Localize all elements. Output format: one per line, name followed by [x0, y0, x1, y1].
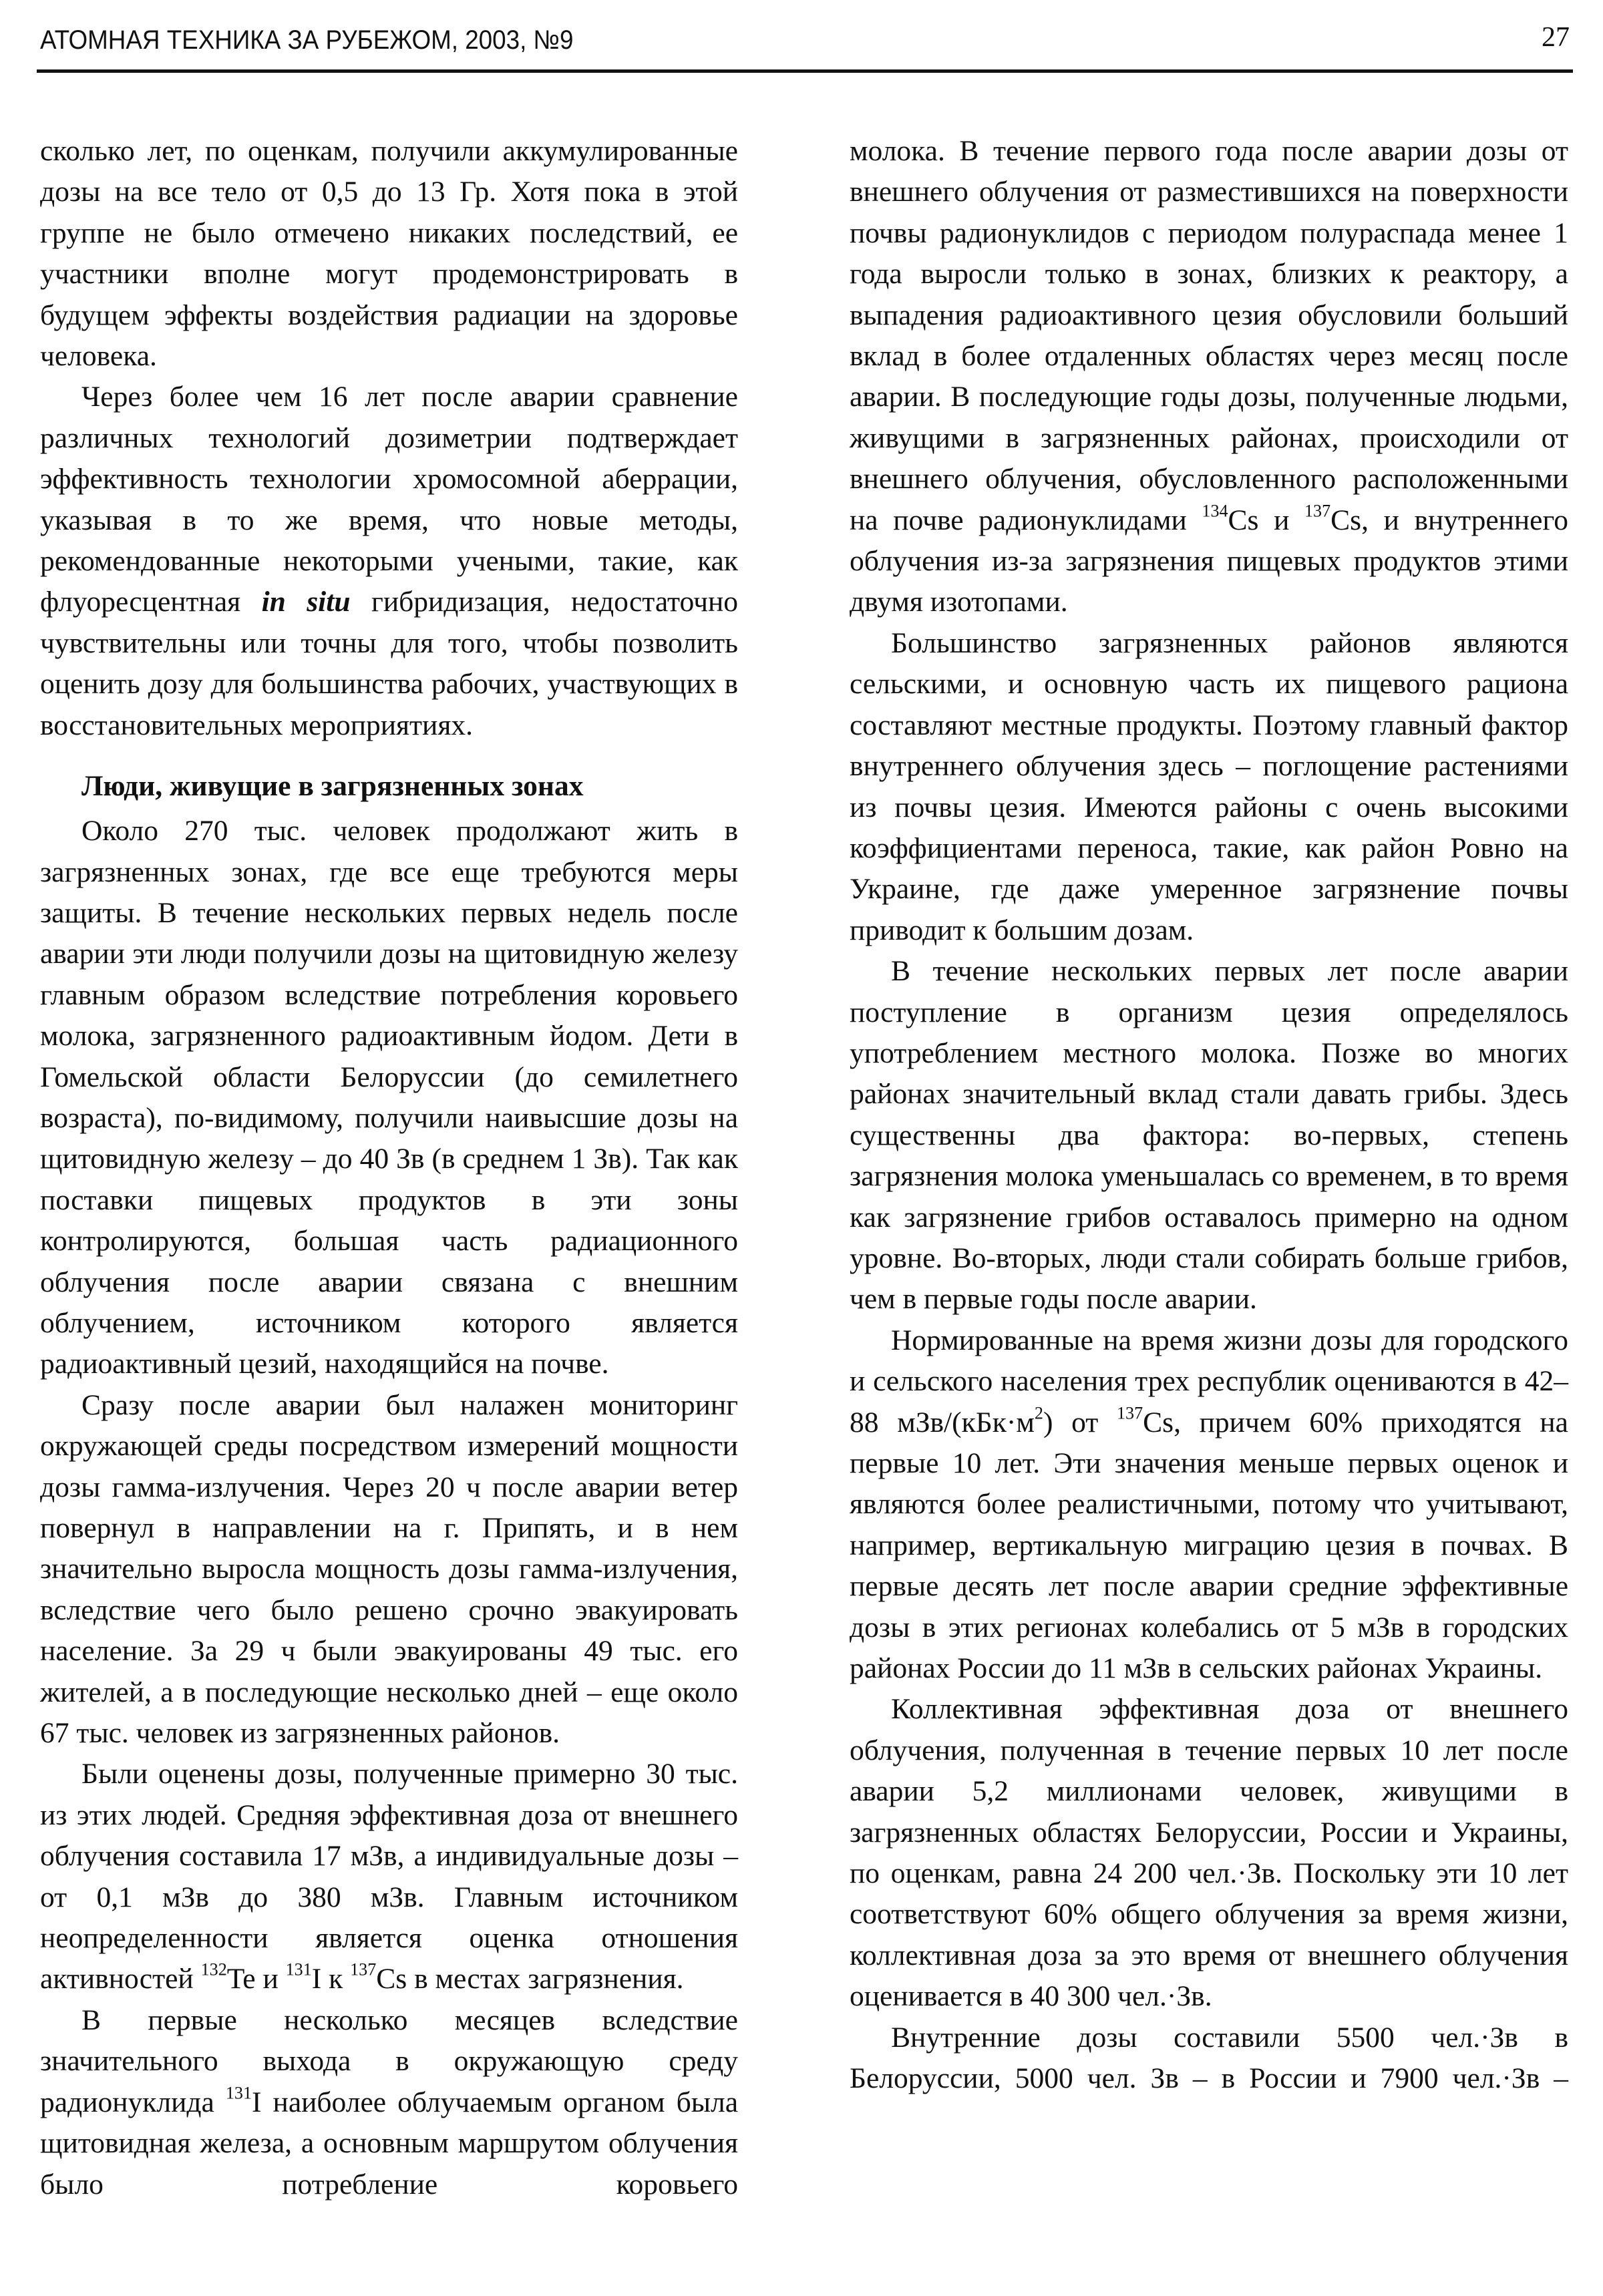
isotope-mass-number: 132	[200, 1959, 227, 1979]
italic-term: in situ	[261, 586, 351, 618]
text-run: Через более чем 16 лет после аварии сравнение различных технологий дозиметрии подтверждает эффективность технологии хромосомной аберрации, указывая в то же время, что новые методы, рекомендованные некоторыми учеными, такие, как флуоресцентная	[40, 381, 738, 618]
text-run: Cs в местах загрязнения.	[376, 1963, 684, 1995]
paragraph	[850, 951, 1568, 1320]
paragraph	[850, 623, 1568, 951]
isotope-mass-number: 131	[225, 2083, 252, 2103]
text-run: I наиболее облучаемым органом была щитовидная железа, а основным маршрутом облучения было потребление коровьего	[40, 2086, 739, 2201]
right-column	[850, 131, 1568, 2100]
paragraph	[40, 2000, 738, 2205]
paragraph	[850, 1320, 1568, 1690]
text-run: гибридизация, недостаточно чувствительны или точны для того, чтобы позволить оценить дозу для большинства рабочих, участвующих в восстановительных мероприятиях.	[40, 586, 738, 741]
isotope-mass-number: 131	[285, 1959, 312, 1979]
text-run: Коллективная эффективная доза от внешнего облучения, полученная в течение первых 10 лет после аварии 5,2 миллионами человек, живущими в загрязненных областях Белоруссии, России и Украины, по оценкам, равна 24 200 чел.·Зв. Поскольку эти 10 лет соответствуют 60% общего облучения за время жизни, коллективная доза за это время от внешнего облучения оценивается в 40 300 чел.·Зв.	[850, 1693, 1568, 2013]
text-run: Сразу после аварии был налажен мониторинг окружающей среды посредством измерений мощности дозы гамма-излучения. Через 20 ч после аварии ветер повернул в направлении на г. Припять, и в нем значительно выросла мощность дозы гамма-излучения, вследствие чего было решено срочно эвакуировать население. За 29 ч были эвакуированы 49 тыс. его жителей, а в последующие несколько дней – еще около 67 тыс. человек из загрязненных районов.	[40, 1388, 738, 1750]
isotope-mass-number: 134	[1202, 501, 1228, 521]
left-paragraphs-after	[40, 811, 738, 2205]
isotope-mass-number: 137	[350, 1959, 377, 1979]
text-run: Нормированные на время жизни дозы для городского и сельского населения трех республик оцениваются в 42–88 мЗв/(кБк·м	[850, 1324, 1568, 1439]
right-paragraphs	[850, 131, 1568, 2100]
paragraph	[40, 1385, 738, 1754]
running-header	[40, 20, 1570, 73]
text-run: сколько лет, по оценкам, получили аккумулированные дозы на все тело от 0,5 до 13 Гр. Хотя пока в этой группе не было отмечено никаких последствий, ее участники вполне могут продемонстрировать в будущем эффекты воздействия радиации на здоровье человека.	[40, 135, 738, 373]
isotope-mass-number: 2	[1034, 1403, 1043, 1423]
left-column	[40, 131, 738, 2205]
text-run: I к	[311, 1963, 351, 1995]
paragraph	[850, 2018, 1568, 2100]
text-run: молока. В течение первого года после аварии дозы от внешнего облучения от разместившихся на поверхности почвы радионуклидов с периодом полураспада менее 1 года выросли только в зонах, близких к реактору, а выпадения радиоактивного цезия обусловили больший вклад в более отдаленных областях через месяц после аварии. В последующие годы дозы, полученные людьми, живущими в загрязненных районах, происходили от внешнего облучения, обусловленного расположенными на почве радионуклидами	[850, 135, 1568, 536]
text-run: Были оценены дозы, полученные примерно 30 тыс. из этих людей. Средняя эффективная доза от внешнего облучения составила 17 мЗв, а индивидуальные дозы – от 0,1 мЗв до 380 мЗв. Главным источником неопределенности является оценка отношения активностей	[40, 1758, 738, 1995]
journal-title: АТОМНАЯ ТЕХНИКА ЗА РУБЕЖОМ, 2003, №9	[40, 25, 574, 55]
text-run: Cs, причем 60% приходятся на первые 10 лет. Эти значения меньше первых оценок и являются более реалистичными, потому что учитывают, например, вертикальную миграцию цезия в почвах. В первые десять лет после аварии средние эффективные дозы в этих регионах колебались от 5 мЗв в городских районах России до 11 мЗв в сельских районах Украины.	[850, 1406, 1568, 1685]
text-run: Cs и	[1228, 504, 1304, 536]
text-run: В течение нескольких первых лет после аварии поступление в организм цезия определялось употреблением местного молока. Позже во многих районах значительный вклад стали давать грибы. Здесь существенны два фактора: во-первых, степень загрязнения молока уменьшалась со временем, в то время как загрязнение грибов оставалось примерно на одном уровне. Во-вторых, люди стали собирать больше грибов, чем в первые годы после аварии.	[850, 955, 1568, 1316]
page-number: 27	[1542, 22, 1570, 53]
isotope-mass-number: 137	[1117, 1403, 1143, 1423]
text-run: ) от	[1043, 1406, 1117, 1439]
section-heading: Люди, живущие в загрязненных зонах	[81, 770, 584, 803]
paragraph	[40, 131, 738, 377]
text-run: В первые несколько месяцев вследствие значительного выхода в окружающую среду радионуклида	[40, 2003, 738, 2118]
text-run: Te и	[226, 1963, 286, 1995]
text-run: Внутренние дозы составили 5500 чел.·Зв в Белоруссии, 5000 чел. Зв – в России и 7900 чел.·Зв –	[850, 2021, 1568, 2095]
header-rule	[37, 69, 1573, 73]
text-run: Около 270 тыс. человек продолжают жить в загрязненных зонах, где все еще требуются меры защиты. В течение нескольких первых недель после аварии эти люди получили дозы на щитовидную железу главным образом вследствие потребления коровьего молока, загрязненного радиоактивным йодом. Дети в Гомельской области Белоруссии (до семилетнего возраста), по-видимому, получили наивысшие дозы на щитовидную железу – до 40 Зв (в среднем 1 Зв). Так как поставки пищевых продуктов в эти зоны контролируются, большая часть радиационного облучения после аварии связана с внешним облучением, источником которого является радиоактивный цезий, находящийся на почве.	[40, 815, 738, 1380]
paragraph	[40, 377, 738, 746]
paragraph	[850, 1689, 1568, 2017]
isotope-mass-number: 137	[1304, 501, 1331, 521]
paragraph	[40, 811, 738, 1385]
paragraph	[850, 131, 1568, 623]
left-paragraphs-before	[40, 131, 738, 746]
text-run: Cs, и внутреннего облучения из-за загрязнения пищевых продуктов этими двумя изотопами.	[850, 504, 1568, 618]
paragraph	[40, 1754, 738, 1999]
text-run: Большинство загрязненных районов являются сельскими, и основную часть их пищевого рациона составляют местные продукты. Поэтому главный фактор внутреннего облучения здесь – поглощение растениями из почвы цезия. Имеются районы с очень высокими коэффициентами переноса, такие, как район Ровно на Украине, где даже умеренное загрязнение почвы приводит к большим дозам.	[850, 626, 1568, 946]
